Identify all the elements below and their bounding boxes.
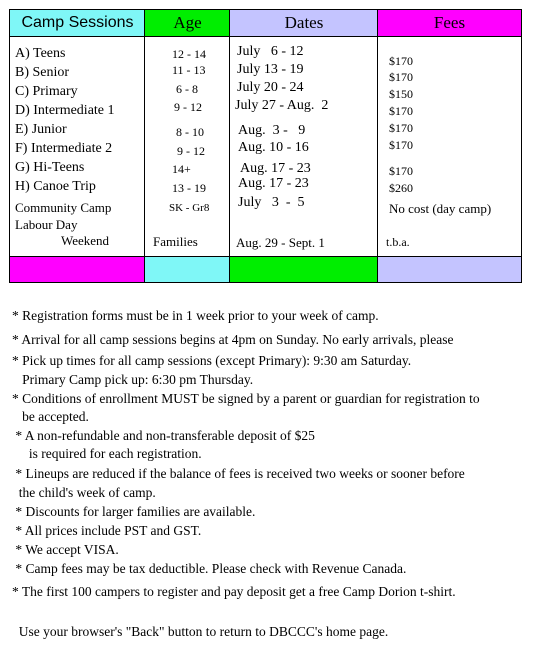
session-dates: July 6 - 12 xyxy=(237,44,304,59)
session-fee: $170 xyxy=(389,54,413,68)
footer-swatch-green xyxy=(230,257,378,282)
session-dates: July 20 - 24 xyxy=(237,80,304,95)
session-name: D) Intermediate 1 xyxy=(15,103,115,118)
note-line: * All prices include PST and GST. xyxy=(12,523,202,538)
note-line: * Registration forms must be in 1 week prior to your week of camp. xyxy=(12,308,379,323)
footer-swatch-cyan xyxy=(145,257,230,282)
age-range: 9 - 12 xyxy=(177,144,205,158)
session-dates: Aug. 17 - 23 xyxy=(240,161,311,176)
session-name: F) Intermediate 2 xyxy=(15,141,113,156)
back-button-hint: Use your browser's "Back" button to return to DBCCC's home page. xyxy=(12,624,389,639)
age-range: Families xyxy=(153,234,198,249)
session-name: C) Primary xyxy=(15,84,78,99)
note-line: Primary Camp pick up: 6:30 pm Thursday. xyxy=(12,372,254,387)
session-dates: July 13 - 19 xyxy=(237,62,304,77)
age-range: SK - Gr8 xyxy=(169,202,210,214)
column-divider xyxy=(229,10,230,282)
note-line: * A non-refundable and non-transferable deposit of $25 xyxy=(12,428,315,443)
session-name: E) Junior xyxy=(15,122,67,137)
session-name: Community Camp xyxy=(15,200,112,215)
session-fee: $170 xyxy=(389,70,413,84)
note-line: the child's week of camp. xyxy=(12,485,156,500)
header-camp-sessions: Camp Sessions xyxy=(10,10,145,36)
header-age: Age xyxy=(145,10,230,36)
session-name: A) Teens xyxy=(15,46,66,61)
note-line: * Camp fees may be tax deductible. Please check with Revenue Canada. xyxy=(12,561,407,576)
session-dates: July 27 - Aug. 2 xyxy=(235,98,329,113)
age-range: 14+ xyxy=(172,162,191,176)
note-line: is required for each registration. xyxy=(12,446,202,461)
session-name: H) Canoe Trip xyxy=(15,179,96,194)
session-name: G) Hi-Teens xyxy=(15,160,85,175)
labour-day-weekend-label: Weekend xyxy=(61,233,110,248)
note-line: * Pick up times for all camp sessions (except Primary): 9:30 am Saturday. xyxy=(12,353,412,368)
session-dates: Aug. 10 - 16 xyxy=(238,140,309,155)
labour-day-label: Labour Day xyxy=(15,217,78,232)
session-fee: t.b.a. xyxy=(386,235,410,249)
header-dates: Dates xyxy=(230,10,378,36)
session-fee: $170 xyxy=(389,138,413,152)
footer-divider xyxy=(10,256,521,257)
session-dates: Aug. 29 - Sept. 1 xyxy=(236,235,325,250)
note-line: * Discounts for larger families are available. xyxy=(12,504,256,519)
age-range: 13 - 19 xyxy=(172,181,206,195)
note-line: * The first 100 campers to register and pay deposit get a free Camp Dorion t-shirt. xyxy=(12,584,456,599)
session-fee: $260 xyxy=(389,181,413,195)
age-range: 12 - 14 xyxy=(172,47,206,61)
camp-sessions-table xyxy=(9,9,522,283)
column-divider xyxy=(377,10,378,282)
session-dates: Aug. 17 - 23 xyxy=(238,176,309,191)
note-line: * Conditions of enrollment MUST be signed by a parent or guardian for registration to xyxy=(12,391,480,406)
session-fee: $170 xyxy=(389,164,413,178)
header-divider xyxy=(10,36,521,37)
session-dates: Aug. 3 - 9 xyxy=(238,123,306,138)
age-range: 11 - 13 xyxy=(172,63,206,77)
note-line: be accepted. xyxy=(12,409,89,424)
session-fee: $150 xyxy=(389,87,413,101)
age-range: 6 - 8 xyxy=(176,82,198,96)
age-range: 9 - 12 xyxy=(174,100,202,114)
footer-swatch-magenta xyxy=(10,257,145,282)
footer-swatch-lavender xyxy=(378,257,521,282)
column-divider xyxy=(144,10,145,282)
note-line: * Lineups are reduced if the balance of fees is received two weeks or sooner before xyxy=(12,466,465,481)
session-fee: No cost (day camp) xyxy=(389,201,492,216)
header-fees: Fees xyxy=(378,10,521,36)
session-name: B) Senior xyxy=(15,65,70,80)
session-fee: $170 xyxy=(389,104,413,118)
note-line: * Arrival for all camp sessions begins at 4pm on Sunday. No early arrivals, please xyxy=(12,332,454,347)
session-fee: $170 xyxy=(389,121,413,135)
age-range: 8 - 10 xyxy=(176,125,204,139)
session-dates: July 3 - 5 xyxy=(238,195,305,210)
note-line: * We accept VISA. xyxy=(12,542,119,557)
